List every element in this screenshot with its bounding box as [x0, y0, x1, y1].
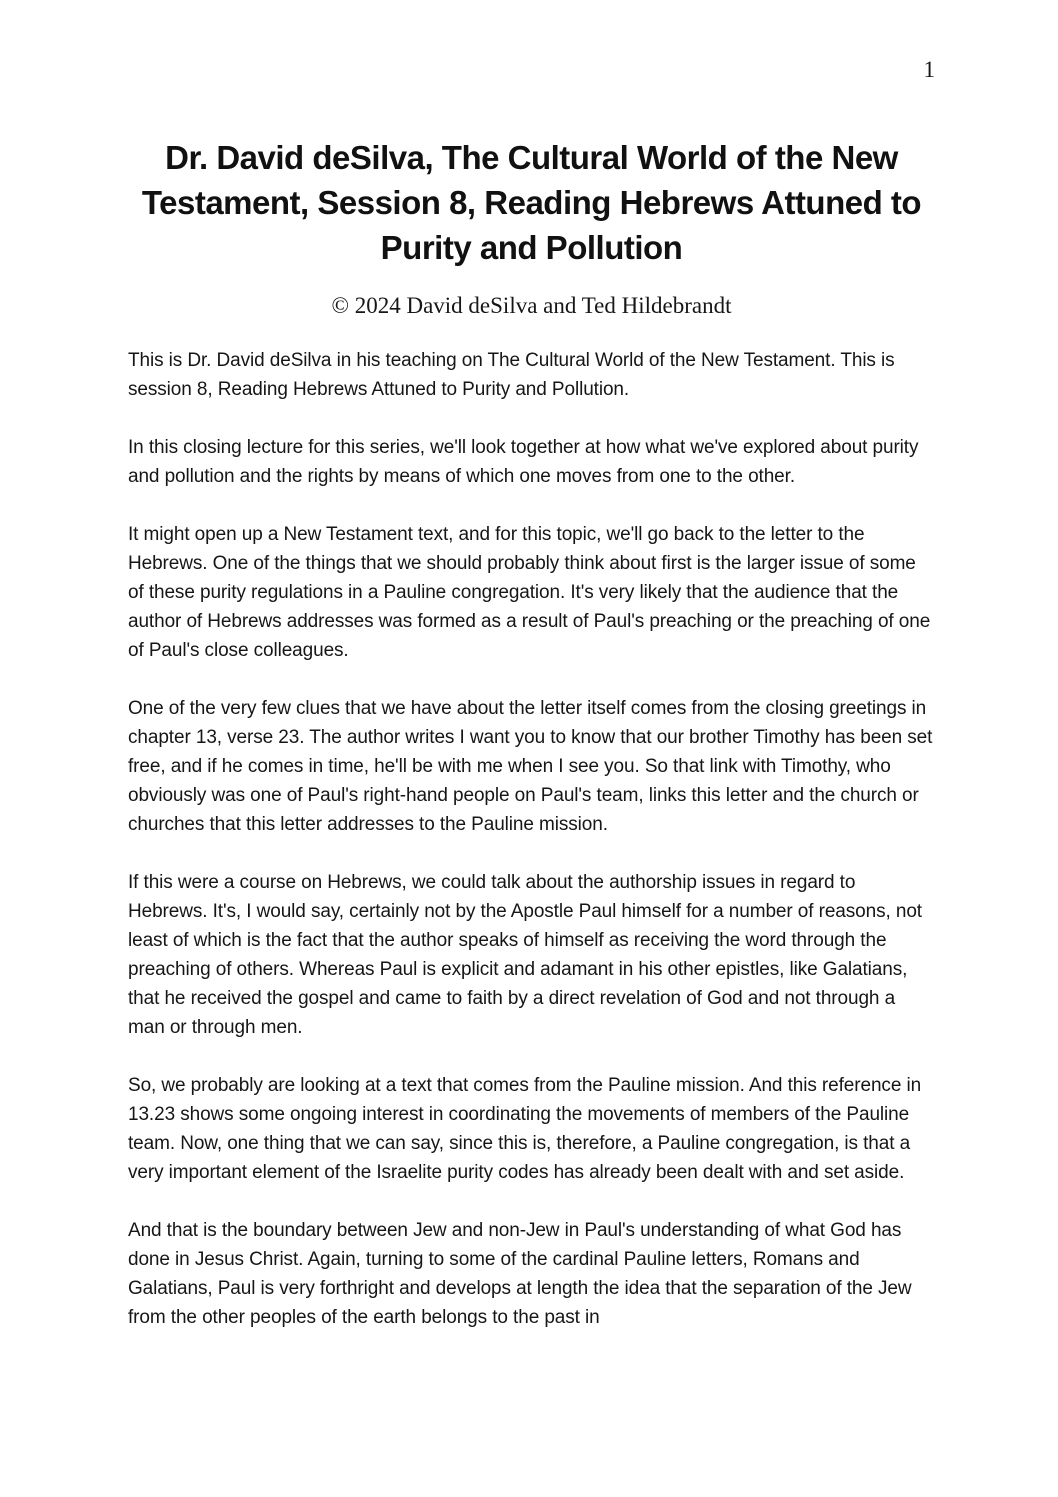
document-title-line-3: Purity and Pollution: [380, 229, 683, 266]
document-title: [128, 135, 935, 270]
document-title-line-2: Testament, Session 8, Reading Hebrews Attuned to: [141, 184, 922, 221]
paragraph-7: And that is the boundary between Jew and non-Jew in Paul's understanding of what God has done in Jesus Christ. Again, turning to some of the cardinal Pauline letters, Romans and Galatians, Paul is very forthright and develops at length the idea that the separation of the Jew from the other peoples of the earth belongs to the past in: [128, 1220, 912, 1329]
paragraph-2: In this closing lecture for this series, we'll look together at how what we've explored about purity and pollution and the rights by means of which one moves from one to the other.: [128, 437, 919, 488]
document-title-line-1: Dr. David deSilva, The Cultural World of the New: [165, 139, 898, 176]
paragraph-1: This is Dr. David deSilva in his teaching on The Cultural World of the New Testament. This is session 8, Reading Hebrews Attuned to Purity and Pollution.: [128, 350, 895, 401]
copyright-line: © 2024 David deSilva and Ted Hildebrandt: [331, 293, 732, 319]
paragraph-3: It might open up a New Testament text, and for this topic, we'll go back to the letter to the Hebrews. One of the things that we should probably think about first is the larger issue of some of these purity regulations in a Pauline congregation. It's very likely that the audience that the author of Hebrews addresses was formed as a result of Paul's preaching or the preaching of one of Paul's close colleagues.: [128, 524, 931, 662]
paragraph-4: One of the very few clues that we have about the letter itself comes from the closing greetings in chapter 13, verse 23. The author writes I want you to know that our brother Timothy has been set free, and if he comes in time, he'll be with me when I see you. So that link with Timothy, who obviously was one of Paul's right-hand people on Paul's team, links this letter and the church or churches that this letter addresses to the Pauline mission.: [128, 698, 933, 836]
paragraph-5: If this were a course on Hebrews, we could talk about the authorship issues in regard to Hebrews. It's, I would say, certainly not by the Apostle Paul himself for a number of reasons, not least of which is the fact that the author speaks of himself as receiving the word through the preaching of others. Whereas Paul is explicit and adamant in his other epistles, like Galatians, that he received the gospel and came to faith by a direct revelation of God and not through a man or through men.: [128, 872, 922, 1039]
document-body: [128, 346, 935, 1332]
paragraph-6: So, we probably are looking at a text that comes from the Pauline mission. And this reference in 13.23 shows some ongoing interest in coordinating the movements of members of the Pauline team. Now, one thing that we can say, since this is, therefore, a Pauline congregation, is that a very important element of the Israelite purity codes has already been dealt with and set aside.: [128, 1075, 922, 1184]
page-number: 1: [923, 57, 935, 82]
